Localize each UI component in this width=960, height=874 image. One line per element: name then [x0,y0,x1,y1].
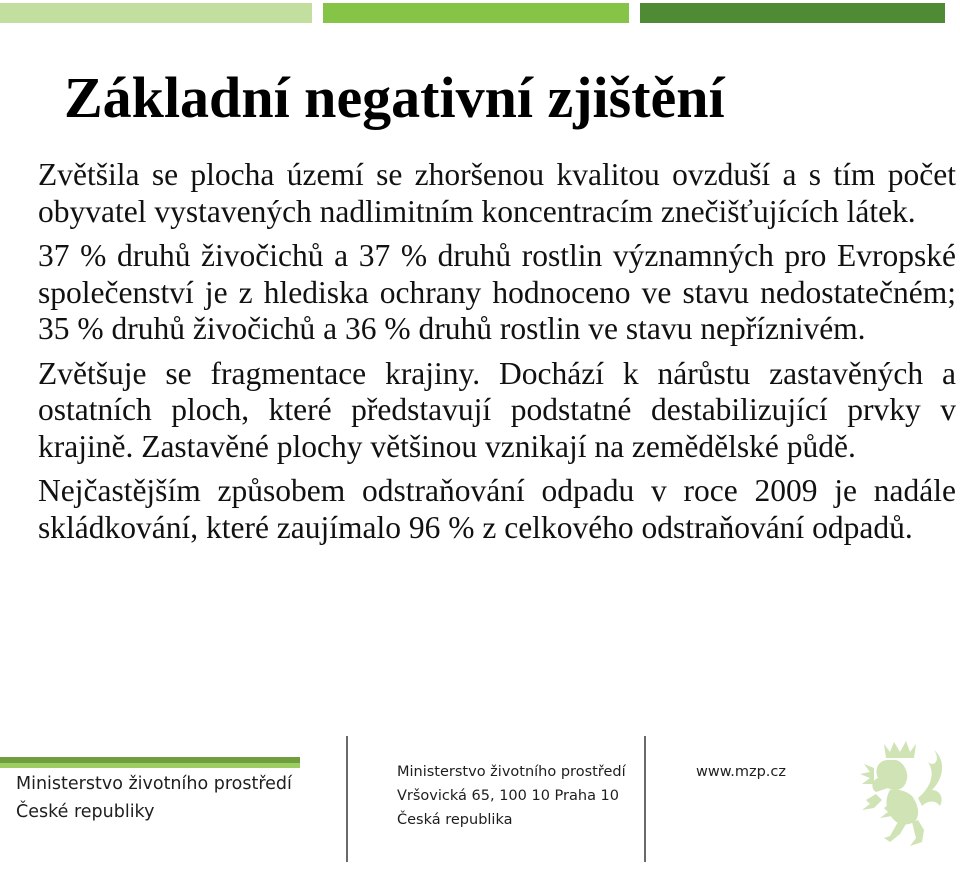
content-paragraphs [38,157,956,554]
footer [0,730,960,874]
top-bar-medium [323,3,629,23]
address-line-1: Ministerstvo životního prostředí [397,764,626,780]
footer-stripe-light [0,763,300,768]
czech-lion-icon [854,738,950,860]
ministry-country: České republiky [16,802,155,822]
top-bar-light [0,3,312,23]
paragraph-landscape-fragmentation: Zvětšuje se fragmentace krajiny. Dochází k nárůstu zastavěných a ostatních ploch, které představují podstatné destabilizující prvky v krajině. Zastavěné plochy většinou vznikají na zemědělské půdě. [38,355,956,464]
paragraph-waste-disposal: Nejčastějším způsobem odstraňování odpadu v roce 2009 je nadále skládkování, které zaujímalo 96 % z celkového odstraňování odpadů. [38,473,956,545]
paragraph-species-protection: 37 % druhů živočichů a 37 % druhů rostlin významných pro Evropské společenství je z hlediska ochrany hodnoceno ve stavu nedostatečném; 35 % druhů živočichů a 36 % druhů rostlin ve stavu nepříznivém. [38,238,956,346]
footer-divider [644,736,646,862]
footer-address [397,760,626,832]
paragraph-air-quality: Zvětšila se plocha území se zhoršenou kvalitou ovzduší a s tím počet obyvatel vystavených nadlimitním koncentracím znečišťujících látek. [38,157,956,229]
top-bar-dark [640,3,945,23]
ministry-logo-text [16,770,292,826]
slide-title: Základní negativní zjištění [64,65,725,130]
footer-divider [346,736,348,862]
website-link[interactable]: www.mzp.cz [696,764,786,780]
address-line-2: Vršovická 65, 100 10 Praha 10 [397,788,620,804]
ministry-name: Ministerstvo životního prostředí [16,774,292,794]
address-line-3: Česká republika [397,812,513,828]
top-color-bars [0,0,960,26]
